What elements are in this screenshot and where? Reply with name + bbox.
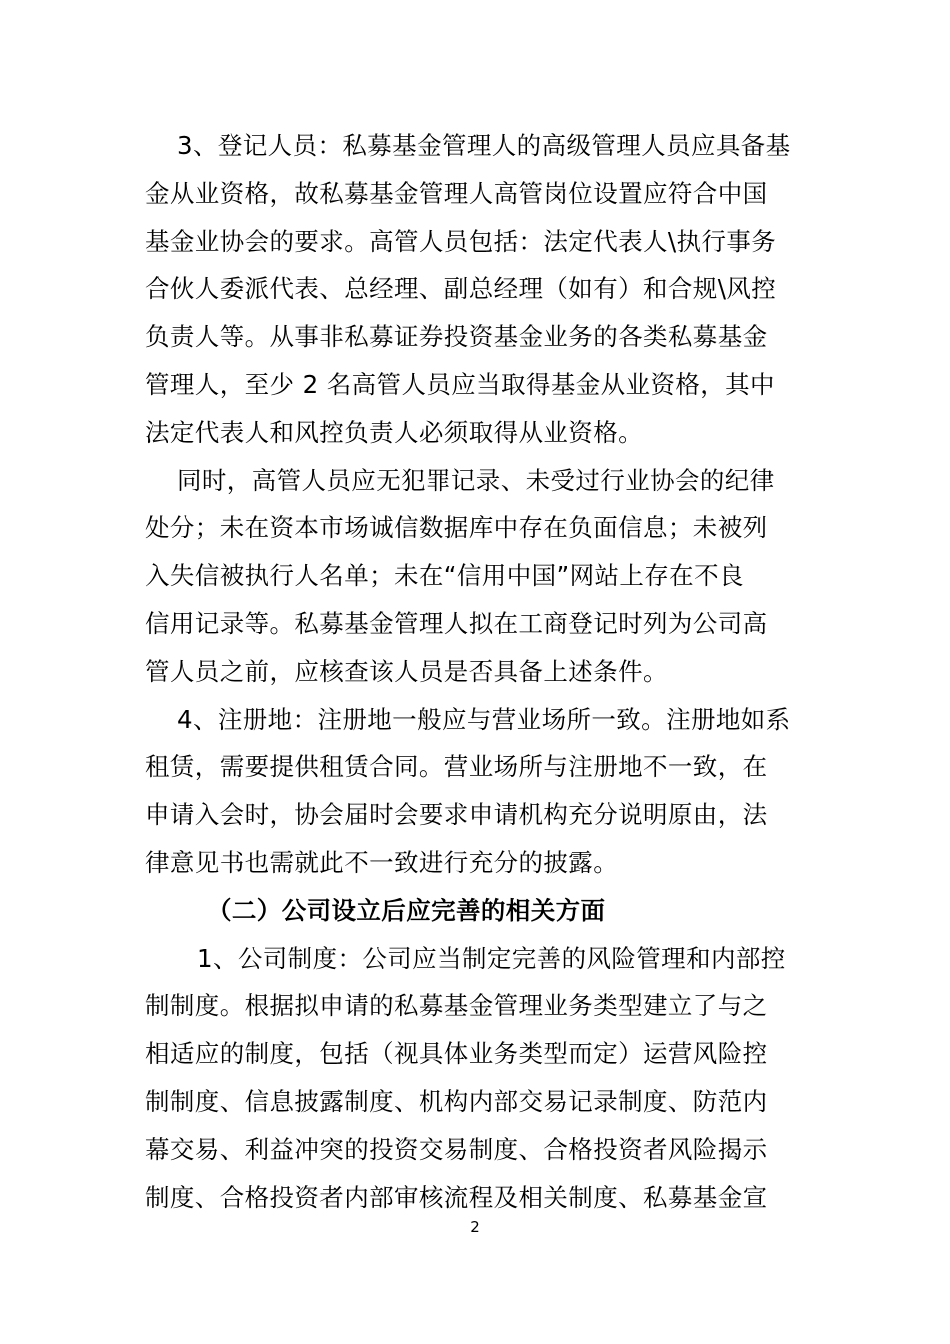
text-line: 申请入会时，协会届时会要求申请机构充分说明原由，法	[145, 800, 768, 830]
paragraph-registered-personnel: 3、登记人员：私募基金管理人的高级管理人员应具备基	[177, 131, 791, 160]
paragraph-meanwhile: 同时，高管人员应无犯罪记录、未受过行业协会的纪律	[177, 465, 775, 495]
text-line: 金从业资格，故私募基金管理人高管岗位设置应符合中国	[145, 178, 768, 208]
text-line: 律意见书也需就此不一致进行充分的披露。	[145, 847, 619, 877]
paragraph-registered-address: 4、注册地：注册地一般应与营业场所一致。注册地如系	[177, 704, 791, 734]
text-line: 管人员之前，应核查该人员是否具备上述条件。	[145, 656, 668, 686]
section-heading: （二）公司设立后应完善的相关方面	[207, 895, 606, 925]
text-line: 基金业协会的要求。高管人员包括：法定代表人\执行事务	[145, 226, 777, 256]
text-line: 处分；未在资本市场诚信数据库中存在负面信息；未被列	[145, 513, 768, 543]
text-line: 入失信被执行人名单；未在“信用中国”网站上存在不良	[145, 561, 744, 591]
paragraph-company-system: 1、公司制度：公司应当制定完善的风险管理和内部控	[197, 943, 786, 973]
document-body	[145, 122, 807, 1221]
text-line: 相适应的制度，包括（视具体业务类型而定）运营风险控	[145, 1039, 768, 1069]
text-line: 制制度。根据拟申请的私募基金管理业务类型建立了与之	[145, 991, 768, 1021]
text-line: 制度、合格投资者内部审核流程及相关制度、私募基金宣	[145, 1182, 768, 1212]
text-line: 信用记录等。私募基金管理人拟在工商登记时列为公司高	[145, 608, 768, 638]
text-line: 制制度、信息披露制度、机构内部交易记录制度、防范内	[145, 1086, 768, 1116]
text-line: 幕交易、利益冲突的投资交易制度、合格投资者风险揭示	[145, 1134, 768, 1164]
text-line: 合伙人委派代表、总经理、副总经理（如有）和合规\风控	[145, 274, 777, 304]
text-line: 租赁，需要提供租赁合同。营业场所与注册地不一致，在	[145, 752, 768, 782]
text-line: 法定代表人和风控负责人必须取得从业资格。	[145, 417, 643, 447]
text-line: 负责人等。从事非私募证券投资基金业务的各类私募基金	[145, 322, 768, 352]
text-line: 管理人，至少 2 名高管人员应当取得基金从业资格，其中	[145, 369, 775, 399]
page-number: 2	[470, 1218, 480, 1236]
